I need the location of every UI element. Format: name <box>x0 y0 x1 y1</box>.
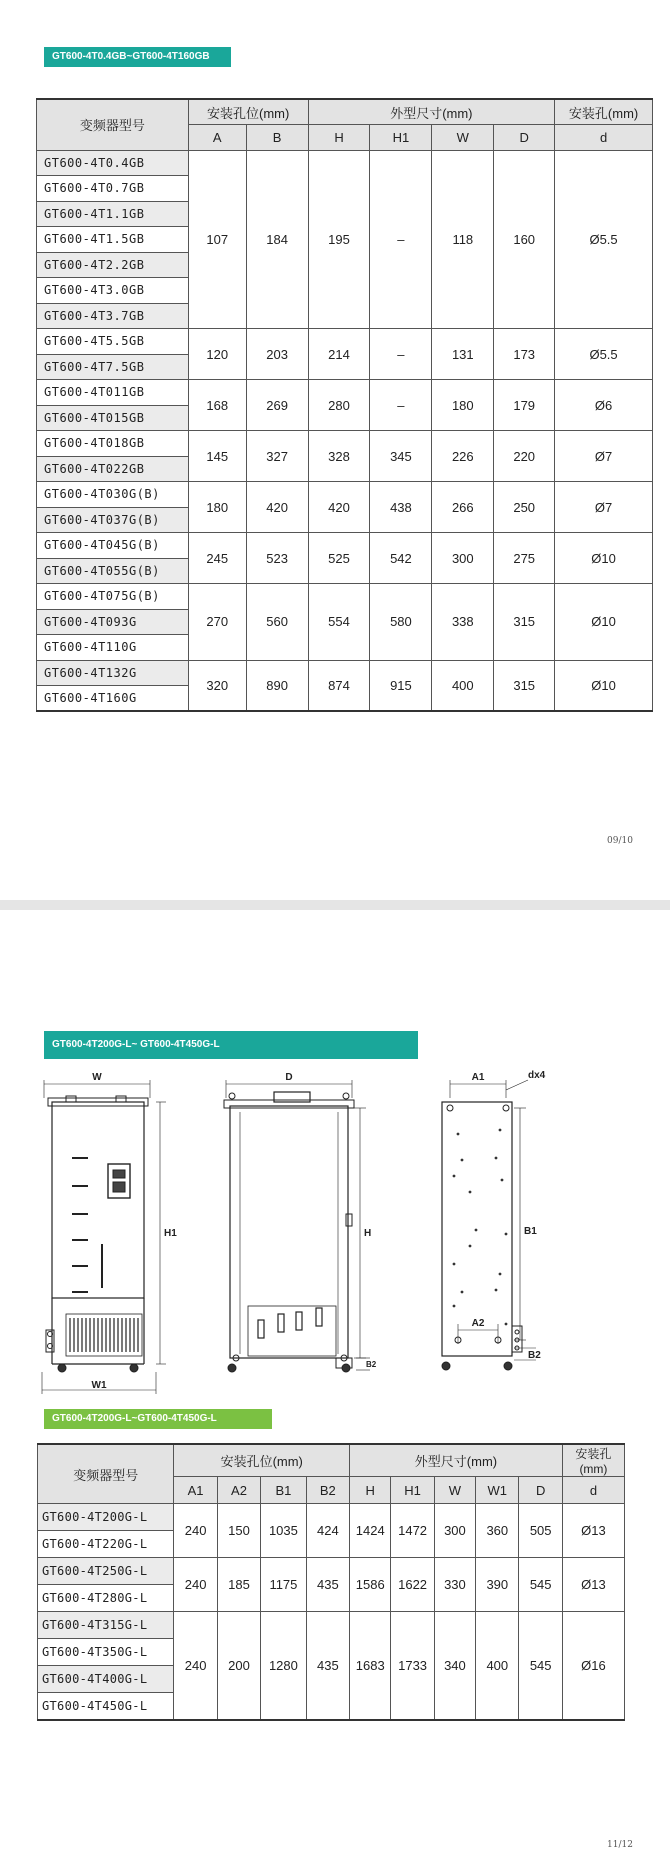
section-label: GT600-4T0.4GB~GT600-4T160GB <box>44 47 231 67</box>
label-b2-side: B2 <box>366 1360 377 1369</box>
label-a2: A2 <box>471 1318 485 1329</box>
table-row <box>38 1558 625 1585</box>
model-cell: GT600-4T220G-L <box>38 1531 174 1558</box>
value-cell: 505 <box>519 1504 562 1558</box>
col-header: A2 <box>217 1477 260 1504</box>
value-cell: 1733 <box>391 1612 434 1720</box>
col-header: B2 <box>306 1477 349 1504</box>
col-header: H <box>350 1477 391 1504</box>
drawing-label: GT600-4T200G-L~ GT600-4T450G-L <box>44 1031 418 1059</box>
value-cell: 240 <box>174 1558 217 1612</box>
model-cell: GT600-4T110G <box>37 635 189 661</box>
value-cell: – <box>370 380 432 431</box>
table-label: GT600-4T200G-L~GT600-4T450G-L <box>44 1409 272 1429</box>
table-row <box>38 1612 625 1639</box>
value-cell: 1280 <box>261 1612 306 1720</box>
value-cell: 107 <box>188 150 246 329</box>
label-d: D <box>285 1072 293 1083</box>
value-cell: 435 <box>306 1558 349 1612</box>
col-header: d <box>555 125 653 151</box>
dimension-drawings <box>30 1068 590 1468</box>
mount-hole-header: 安装孔位(mm) <box>188 99 308 125</box>
hole-header: 安装孔(mm) <box>562 1444 624 1477</box>
outline-drawings-svg <box>30 1068 590 1468</box>
value-cell: 915 <box>370 660 432 711</box>
label-h: H <box>364 1228 372 1239</box>
model-cell: GT600-4T450G-L <box>38 1693 174 1720</box>
value-cell: 1472 <box>391 1504 434 1558</box>
value-cell: 328 <box>308 431 370 482</box>
model-cell: GT600-4T250G-L <box>38 1558 174 1585</box>
model-cell: GT600-4T7.5GB <box>37 354 189 380</box>
col-header: D <box>494 125 555 151</box>
table-row <box>37 584 653 610</box>
value-cell: 280 <box>308 380 370 431</box>
model-cell: GT600-4T400G-L <box>38 1666 174 1693</box>
value-cell: 245 <box>188 533 246 584</box>
value-cell: 554 <box>308 584 370 661</box>
value-cell: 266 <box>432 482 494 533</box>
model-cell: GT600-4T075G(B) <box>37 584 189 610</box>
value-cell: Ø6 <box>555 380 653 431</box>
value-cell: 226 <box>432 431 494 482</box>
value-cell: 390 <box>476 1558 519 1612</box>
dimension-table-2 <box>37 1443 625 1721</box>
model-cell: GT600-4T2.2GB <box>37 252 189 278</box>
col-header: W <box>432 125 494 151</box>
value-cell: 360 <box>476 1504 519 1558</box>
table-row <box>37 431 653 457</box>
label-w: W <box>92 1072 102 1083</box>
table-row <box>37 380 653 406</box>
value-cell: 300 <box>434 1504 475 1558</box>
value-cell: 580 <box>370 584 432 661</box>
label-h1: H1 <box>164 1228 177 1239</box>
value-cell: 1424 <box>350 1504 391 1558</box>
label-b2: B2 <box>528 1350 541 1361</box>
value-cell: 214 <box>308 329 370 380</box>
table-row <box>37 482 653 508</box>
value-cell: 180 <box>188 482 246 533</box>
model-cell: GT600-4T200G-L <box>38 1504 174 1531</box>
value-cell: 160 <box>494 150 555 329</box>
value-cell: Ø7 <box>555 482 653 533</box>
value-cell: 173 <box>494 329 555 380</box>
model-cell: GT600-4T055G(B) <box>37 558 189 584</box>
page-1 <box>0 0 670 900</box>
label-w1: W1 <box>91 1380 107 1391</box>
col-header: H1 <box>370 125 432 151</box>
label-dx4: dx4 <box>528 1070 546 1081</box>
col-header: H1 <box>391 1477 434 1504</box>
value-cell: 1035 <box>261 1504 306 1558</box>
table-row <box>37 533 653 559</box>
model-cell: GT600-4T015GB <box>37 405 189 431</box>
back-view <box>442 1080 536 1370</box>
value-cell: Ø5.5 <box>555 329 653 380</box>
model-cell: GT600-4T132G <box>37 660 189 686</box>
model-header: 变频器型号 <box>38 1444 174 1504</box>
value-cell: 330 <box>434 1558 475 1612</box>
value-cell: 184 <box>246 150 308 329</box>
value-cell: 220 <box>494 431 555 482</box>
page-separator <box>0 900 670 910</box>
value-cell: 185 <box>217 1558 260 1612</box>
value-cell: 542 <box>370 533 432 584</box>
value-cell: 320 <box>188 660 246 711</box>
value-cell: 424 <box>306 1504 349 1558</box>
value-cell: Ø13 <box>562 1558 624 1612</box>
mount-hole-header: 安装孔位(mm) <box>174 1444 350 1477</box>
side-view <box>224 1080 370 1372</box>
table-row <box>38 1504 625 1531</box>
outer-size-header: 外型尺寸(mm) <box>308 99 555 125</box>
value-cell: 120 <box>188 329 246 380</box>
value-cell: 340 <box>434 1612 475 1720</box>
value-cell: 315 <box>494 660 555 711</box>
model-cell: GT600-4T093G <box>37 609 189 635</box>
model-cell: GT600-4T037G(B) <box>37 507 189 533</box>
value-cell: 327 <box>246 431 308 482</box>
model-cell: GT600-4T315G-L <box>38 1612 174 1639</box>
value-cell: 420 <box>308 482 370 533</box>
value-cell: Ø7 <box>555 431 653 482</box>
value-cell: 435 <box>306 1612 349 1720</box>
value-cell: 269 <box>246 380 308 431</box>
value-cell: 315 <box>494 584 555 661</box>
value-cell: 545 <box>519 1558 562 1612</box>
value-cell: 874 <box>308 660 370 711</box>
value-cell: 1683 <box>350 1612 391 1720</box>
model-cell: GT600-4T1.1GB <box>37 201 189 227</box>
model-cell: GT600-4T5.5GB <box>37 329 189 355</box>
value-cell: 168 <box>188 380 246 431</box>
hole-header: 安装孔(mm) <box>555 99 653 125</box>
value-cell: 203 <box>246 329 308 380</box>
col-header: D <box>519 1477 562 1504</box>
label-b1: B1 <box>524 1226 537 1237</box>
table-row <box>37 660 653 686</box>
value-cell: 525 <box>308 533 370 584</box>
col-header: A1 <box>174 1477 217 1504</box>
value-cell: Ø10 <box>555 660 653 711</box>
col-header: B <box>246 125 308 151</box>
value-cell: 275 <box>494 533 555 584</box>
value-cell: Ø5.5 <box>555 150 653 329</box>
value-cell: 545 <box>519 1612 562 1720</box>
model-cell: GT600-4T030G(B) <box>37 482 189 508</box>
value-cell: 131 <box>432 329 494 380</box>
model-cell: GT600-4T1.5GB <box>37 227 189 253</box>
col-header: W <box>434 1477 475 1504</box>
label-a1: A1 <box>471 1072 485 1083</box>
model-cell: GT600-4T350G-L <box>38 1639 174 1666</box>
value-cell: 240 <box>174 1504 217 1558</box>
value-cell: 179 <box>494 380 555 431</box>
model-cell: GT600-4T018GB <box>37 431 189 457</box>
value-cell: 400 <box>432 660 494 711</box>
model-cell: GT600-4T045G(B) <box>37 533 189 559</box>
front-view <box>42 1080 166 1394</box>
value-cell: 1622 <box>391 1558 434 1612</box>
value-cell: – <box>370 329 432 380</box>
table-body <box>38 1504 625 1720</box>
model-cell: GT600-4T0.4GB <box>37 150 189 176</box>
value-cell: 240 <box>174 1612 217 1720</box>
value-cell: 400 <box>476 1612 519 1720</box>
value-cell: 420 <box>246 482 308 533</box>
table-body <box>37 150 653 711</box>
model-cell: GT600-4T0.7GB <box>37 176 189 202</box>
value-cell: 250 <box>494 482 555 533</box>
model-cell: GT600-4T011GB <box>37 380 189 406</box>
value-cell: 270 <box>188 584 246 661</box>
table-row <box>37 150 653 176</box>
value-cell: Ø10 <box>555 533 653 584</box>
model-cell: GT600-4T3.7GB <box>37 303 189 329</box>
value-cell: 180 <box>432 380 494 431</box>
model-header: 变频器型号 <box>37 99 189 150</box>
value-cell: 523 <box>246 533 308 584</box>
outer-size-header: 外型尺寸(mm) <box>350 1444 563 1477</box>
value-cell: 338 <box>432 584 494 661</box>
value-cell: 890 <box>246 660 308 711</box>
dimension-table-1 <box>36 98 653 712</box>
value-cell: Ø16 <box>562 1612 624 1720</box>
model-cell: GT600-4T022GB <box>37 456 189 482</box>
col-header: H <box>308 125 370 151</box>
value-cell: 200 <box>217 1612 260 1720</box>
value-cell: 438 <box>370 482 432 533</box>
value-cell: 1586 <box>350 1558 391 1612</box>
col-header: B1 <box>261 1477 306 1504</box>
value-cell: 145 <box>188 431 246 482</box>
value-cell: 195 <box>308 150 370 329</box>
model-cell: GT600-4T3.0GB <box>37 278 189 304</box>
value-cell: 560 <box>246 584 308 661</box>
value-cell: 1175 <box>261 1558 306 1612</box>
page-number-2: 11/12 <box>607 1840 633 1850</box>
model-cell: GT600-4T280G-L <box>38 1585 174 1612</box>
value-cell: – <box>370 150 432 329</box>
table-row <box>37 329 653 355</box>
value-cell: 300 <box>432 533 494 584</box>
value-cell: 150 <box>217 1504 260 1558</box>
col-header: d <box>562 1477 624 1504</box>
col-header: W1 <box>476 1477 519 1504</box>
page-number: 09/10 <box>607 836 633 846</box>
value-cell: Ø13 <box>562 1504 624 1558</box>
value-cell: Ø10 <box>555 584 653 661</box>
value-cell: 345 <box>370 431 432 482</box>
model-cell: GT600-4T160G <box>37 686 189 712</box>
value-cell: 118 <box>432 150 494 329</box>
col-header: A <box>188 125 246 151</box>
